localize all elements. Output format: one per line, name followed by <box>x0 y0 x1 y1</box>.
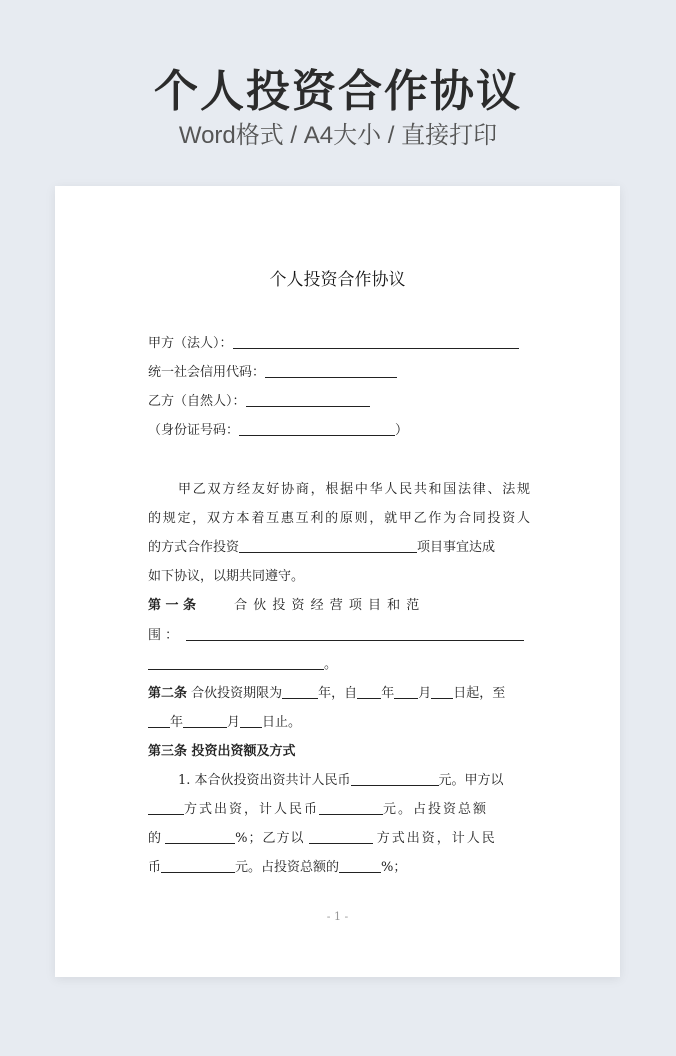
article1-end-line <box>148 651 530 679</box>
article3-percent-label: %； <box>381 860 407 875</box>
start-year-blank[interactable] <box>357 682 381 699</box>
article2-end-year-label: 年 <box>170 715 184 730</box>
party-a-method-blank[interactable] <box>148 798 184 815</box>
article2-cont-line <box>148 709 530 737</box>
article3-line-4 <box>148 854 530 882</box>
hero-subtitle: Word格式 / A4大小 / 直接打印 <box>178 122 498 149</box>
article1-cont-line <box>148 622 530 650</box>
party-b-percent-blank[interactable] <box>339 856 381 873</box>
id-number-line <box>148 417 530 445</box>
end-month-blank[interactable] <box>183 711 227 728</box>
party-a-blank[interactable] <box>233 332 519 349</box>
party-b-method-blank[interactable] <box>309 827 373 844</box>
article2-term-label: 合伙投资期限为 <box>191 686 283 701</box>
end-day-blank[interactable] <box>240 711 262 728</box>
party-b-amount-blank[interactable] <box>161 856 235 873</box>
intro-line-1: 甲乙双方经友好协商，根据中华人民共和国法律、法规 <box>178 482 530 497</box>
party-b-line <box>148 388 530 416</box>
document-page <box>55 186 620 977</box>
article3-rmb-label: 币 <box>148 860 162 875</box>
id-number-label: （身份证号码： <box>148 423 240 438</box>
article2-end-month-label: 月 <box>227 715 241 730</box>
credit-code-label: 统一社会信用代码： <box>148 365 266 380</box>
credit-code-line <box>148 359 530 387</box>
page-number: - 1 - <box>326 910 349 923</box>
article3-party-b-share-label: 元。占投资总额的 <box>235 860 340 875</box>
article2-end-day-label: 日止。 <box>262 715 302 730</box>
party-b-label: 乙方（自然人）： <box>148 394 246 409</box>
intro-line-4: 如下协议，以期共同遵守。 <box>148 569 305 584</box>
article3-line-1 <box>148 767 530 795</box>
credit-code-blank[interactable] <box>265 361 397 378</box>
article1-heading: 第 一 条 <box>148 598 197 613</box>
start-month-blank[interactable] <box>394 682 418 699</box>
article3-total-label: 1. 本合伙投资出资共计人民币 <box>178 773 351 788</box>
document-title: 个人投资合作协议 <box>269 270 406 290</box>
project-blank[interactable] <box>239 536 417 553</box>
intro-line-2: 的规定，双方本着互惠互利的原则，就甲乙作为合同投资人 <box>148 511 530 526</box>
article3-of-label: 的 <box>148 831 162 846</box>
article2-heading: 第二条 <box>148 686 188 701</box>
article1-cont: 围 ： <box>148 628 179 643</box>
scope-blank-2[interactable] <box>148 653 324 670</box>
article2-until-label: 日起，至 <box>453 686 506 701</box>
article1-end: 。 <box>324 657 338 672</box>
intro-line-3-a: 的方式合作投资 <box>148 540 240 555</box>
id-number-close: ） <box>395 423 409 438</box>
article1-text: 合 伙 投 资 经 营 项 目 和 范 <box>234 598 421 613</box>
article3-party-a-amount-label: 方式出资，计人民币 <box>184 802 320 817</box>
party-b-blank[interactable] <box>246 390 370 407</box>
article2-line <box>148 680 530 708</box>
article3-party-a-label: 元。甲方以 <box>438 773 504 788</box>
article3-line-3 <box>148 825 530 853</box>
intro-line-3 <box>148 534 530 562</box>
article1-line <box>148 592 530 620</box>
id-number-blank[interactable] <box>239 419 395 436</box>
term-years-blank[interactable] <box>282 682 318 699</box>
article3-party-b-amount-label: 方式出资，计人民 <box>376 831 497 846</box>
article3-heading: 第三条 投资出资额及方式 <box>148 744 296 759</box>
article3-party-a-share-label: 元。占投资总额 <box>383 802 489 817</box>
end-year-blank[interactable] <box>148 711 170 728</box>
start-day-blank[interactable] <box>431 682 453 699</box>
article2-month-label: 月 <box>418 686 432 701</box>
article2-from-label: 年，自 <box>318 686 358 701</box>
article3-party-b-label: %；乙方以 <box>235 831 305 846</box>
article2-year-label: 年 <box>381 686 395 701</box>
party-a-line <box>148 330 530 358</box>
hero-title: 个人投资合作协议 <box>154 66 522 117</box>
party-a-percent-blank[interactable] <box>165 827 235 844</box>
article3-line-2 <box>148 796 530 824</box>
scope-blank-1[interactable] <box>186 624 524 641</box>
party-a-label: 甲方（法人）： <box>148 336 233 351</box>
party-a-amount-blank[interactable] <box>319 798 383 815</box>
intro-line-3-b: 项目事宜达成 <box>417 540 496 555</box>
total-amount-blank[interactable] <box>351 769 439 786</box>
